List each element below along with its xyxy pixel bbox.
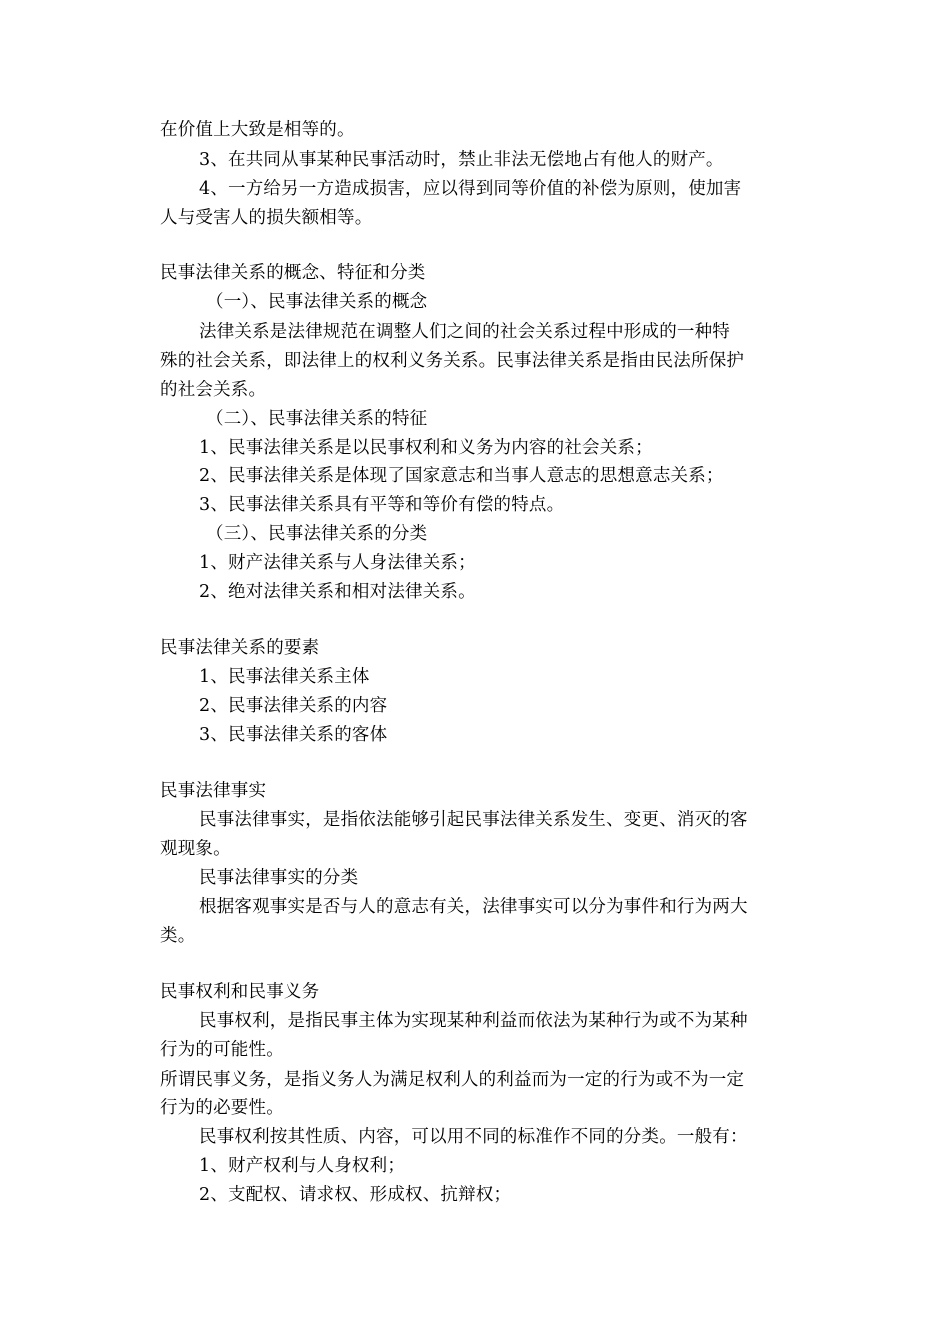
classification-item-2: 2、绝对法律关系和相对法律关系。	[199, 582, 476, 602]
feature-item-3: 3、民事法律关系具有平等和等价有偿的特点。	[199, 495, 565, 515]
intro-item-4: 4、一方给另一方造成损害，应以得到同等价值的补偿为原则，使加害	[199, 179, 742, 199]
section-3-paragraph-line: 根据客观事实是否与人的意志有关，法律事实可以分为事件和行为两大	[199, 897, 748, 917]
section-3-subheading: 民事法律事实的分类	[199, 868, 359, 888]
rights-item-1: 1、财产权利与人身权利；	[199, 1156, 406, 1176]
section-1-paragraph-line: 殊的社会关系，即法律上的权利义务关系。民事法律关系是指由民法所保护	[160, 351, 745, 371]
section-1-subheading-1: （一）、民事法律关系的概念	[206, 292, 428, 312]
section-1-paragraph-line: 的社会关系。	[160, 380, 267, 400]
element-item-2: 2、民事法律关系的内容	[199, 696, 388, 716]
intro-item-4-continued: 人与受害人的损失额相等。	[160, 208, 373, 228]
intro-line-1: 在价值上大致是相等的。	[160, 120, 355, 140]
feature-item-1: 1、民事法律关系是以民事权利和义务为内容的社会关系；	[199, 438, 653, 458]
section-3-paragraph-line: 类。	[160, 926, 196, 946]
element-item-1: 1、民事法律关系主体	[199, 667, 370, 687]
section-1-subheading-2: （二）、民事法律关系的特征	[206, 409, 428, 429]
section-1-heading: 民事法律关系的概念、特征和分类	[160, 263, 426, 283]
feature-item-2: 2、民事法律关系是体现了国家意志和当事人意志的思想意志关系；	[199, 466, 724, 486]
section-4-paragraph-line: 民事权利，是指民事主体为实现某种利益而依法为某种行为或不为某种	[199, 1011, 748, 1031]
section-3-heading: 民事法律事实	[160, 781, 267, 801]
section-2-heading: 民事法律关系的要素	[160, 638, 320, 658]
classification-item-1: 1、财产法律关系与人身法律关系；	[199, 553, 476, 573]
section-1-paragraph-line: 法律关系是法律规范在调整人们之间的社会关系过程中形成的一种特	[199, 322, 730, 342]
section-3-paragraph-line: 观现象。	[160, 839, 231, 859]
section-4-heading: 民事权利和民事义务	[160, 982, 320, 1002]
element-item-3: 3、民事法律关系的客体	[199, 725, 388, 745]
section-4-paragraph-line: 所谓民事义务，是指义务人为满足权利人的利益而为一定的行为或不为一定	[160, 1070, 745, 1090]
section-4-paragraph-line: 行为的可能性。	[160, 1040, 284, 1060]
section-1-subheading-3: （三）、民事法律关系的分类	[206, 524, 428, 544]
rights-item-2: 2、支配权、请求权、形成权、抗辩权；	[199, 1185, 512, 1205]
intro-item-3: 3、在共同从事某种民事活动时，禁止非法无偿地占有他人的财产。	[199, 150, 724, 170]
section-3-paragraph-line: 民事法律事实，是指依法能够引起民事法律关系发生、变更、消灭的客	[199, 810, 748, 830]
section-4-paragraph-line: 行为的必要性。	[160, 1098, 284, 1118]
section-4-paragraph-line: 民事权利按其性质、内容，可以用不同的标准作不同的分类。一般有：	[199, 1127, 748, 1147]
